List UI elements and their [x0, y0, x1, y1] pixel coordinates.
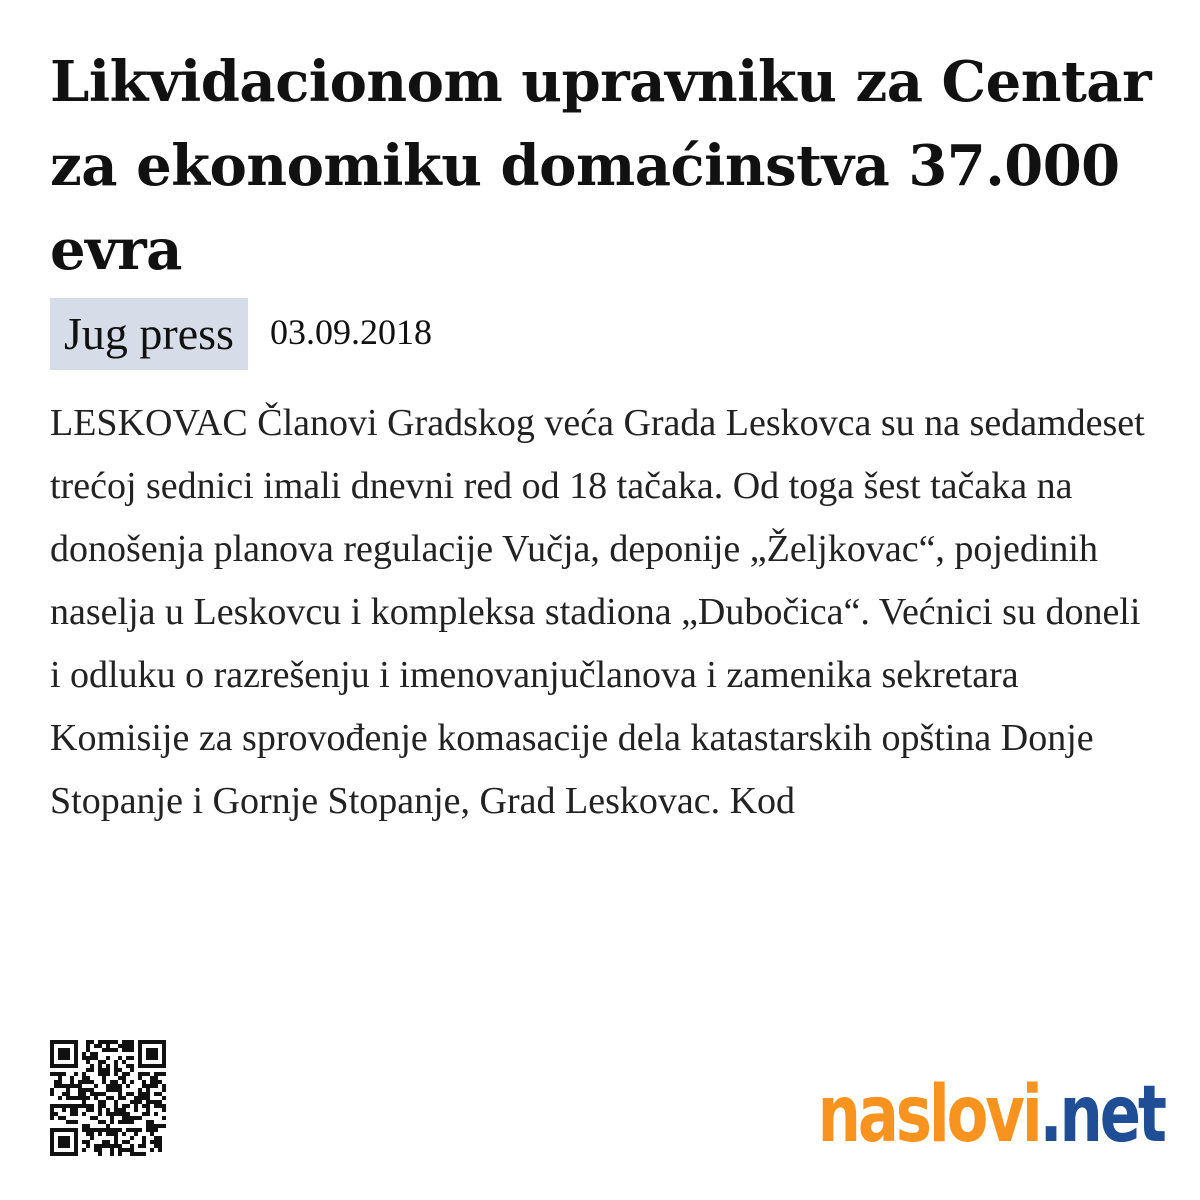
- qr-code-icon: [50, 1040, 166, 1156]
- article: [50, 40, 1160, 959]
- logo-net: .net: [1039, 1070, 1164, 1160]
- logo-naslovi: naslovi: [817, 1070, 1040, 1160]
- article-meta: [50, 298, 1160, 370]
- naslovi-net-logo[interactable]: [818, 1060, 1164, 1170]
- source-badge[interactable]: Jug press: [50, 298, 248, 370]
- article-body: [50, 392, 1160, 959]
- article-body-text: LESKOVAC Članovi Gradskog veća Grada Leskovca su na sedamdeset trećoj sednici imali dnevni red od 18 tačaka. Od toga šest tačaka na donošenja planova regulacije Vučja, deponije „Željkovac“, pojedinih naselja u Leskovcu i kompleksa stadiona „Dubočica“. Većnici su doneli i odluku o razrešenju i imenovanjučlanova i zamenika sekretara Komisije za sprovođenje komasacije dela katastarskih opština Donje Stopanje i Gornje Stopanje, Grad Leskovac. Kod: [50, 402, 1145, 822]
- publish-date: 03.09.2018: [269, 312, 432, 352]
- article-headline: Likvidacionom upravniku za Centar za ekonomiku domaćinstva 37.000 evra: [50, 49, 1152, 283]
- text-fade-overlay: [50, 824, 1160, 959]
